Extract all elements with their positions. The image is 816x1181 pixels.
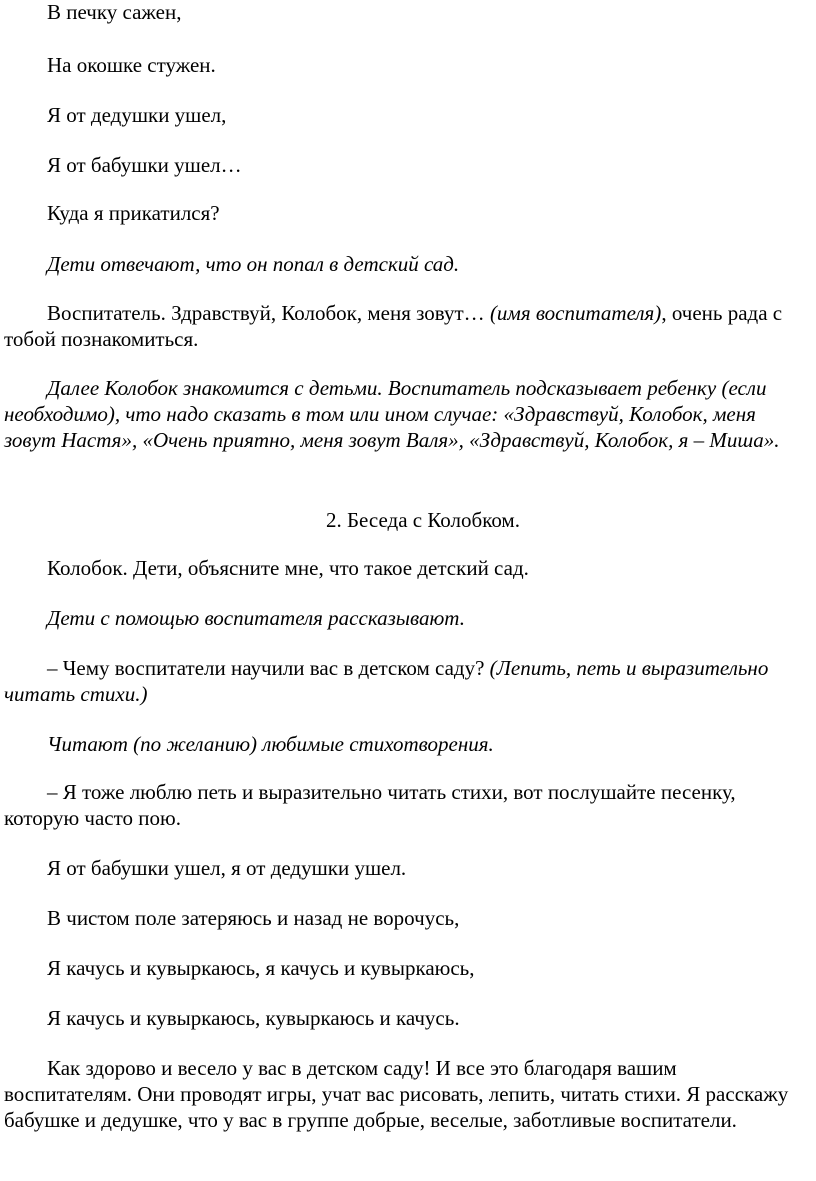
stage-direction: Дети отвечают, что он попал в детский сад.	[47, 252, 460, 276]
paragraph-text: – Чему воспитатели научили вас в детском саду?	[47, 656, 490, 680]
song-line: Я качусь и кувыркаюсь, кувыркаюсь и качусь.	[47, 1006, 460, 1030]
paragraph-text: Воспитатель. Здравствуй, Колобок, меня зовут…	[47, 301, 490, 325]
verse-line: Я от дедушки ушел,	[47, 103, 227, 127]
verse-line: На окошке стужен.	[47, 53, 216, 77]
verse-line: Куда я прикатился?	[47, 201, 220, 225]
verse-line: Я от бабушки ушел…	[47, 153, 242, 177]
closing-paragraph: Как здорово и весело у вас в детском саду! И все это благодаря вашим воспитателям. Они проводят игры, учат вас рисовать, лепить, читать стихи. Я расскажу бабушке и дедушке, что у вас в группе добрые, веселые, заботливые воспитатели.	[4, 1056, 789, 1132]
song-line: Я от бабушки ушел, я от дедушки ушел.	[47, 856, 407, 880]
stage-direction: Дети с помощью воспитателя рассказывают.	[47, 606, 465, 630]
stage-direction: Читают (по желанию) любимые стихотворения.	[47, 732, 494, 756]
section-heading: 2. Беседа с Колобком.	[326, 508, 520, 532]
italic-note: (Лепить, петь и выразительно читать стихи.)	[4, 656, 769, 706]
italic-note: (имя воспитателя)	[489, 301, 662, 325]
dialog-line: Колобок. Дети, объясните мне, что такое детский сад.	[47, 556, 529, 580]
dialog-paragraph: – Я тоже люблю петь и выразительно читать стихи, вот послушайте песенку, которую часто пою.	[4, 780, 736, 830]
verse-line: В печку сажен,	[47, 0, 182, 24]
teacher-greeting-paragraph	[4, 300, 804, 352]
stage-direction: Далее Колобок знакомится с детьми. Воспитатель подсказывает ребенку (если необходимо), что надо сказать в том или ином случае: «Здравствуй, Колобок, меня зовут Настя», «Очень приятно, меня зовут Валя», «Здравствуй, Колобок, я – Миша».	[4, 376, 780, 452]
dialog-paragraph	[4, 655, 804, 707]
song-line: Я качусь и кувыркаюсь, я качусь и кувыркаюсь,	[47, 956, 475, 980]
song-line: В чистом поле затеряюсь и назад не ворочусь,	[47, 906, 460, 930]
paragraph-text: , очень рада с тобой познакомиться.	[4, 301, 783, 351]
